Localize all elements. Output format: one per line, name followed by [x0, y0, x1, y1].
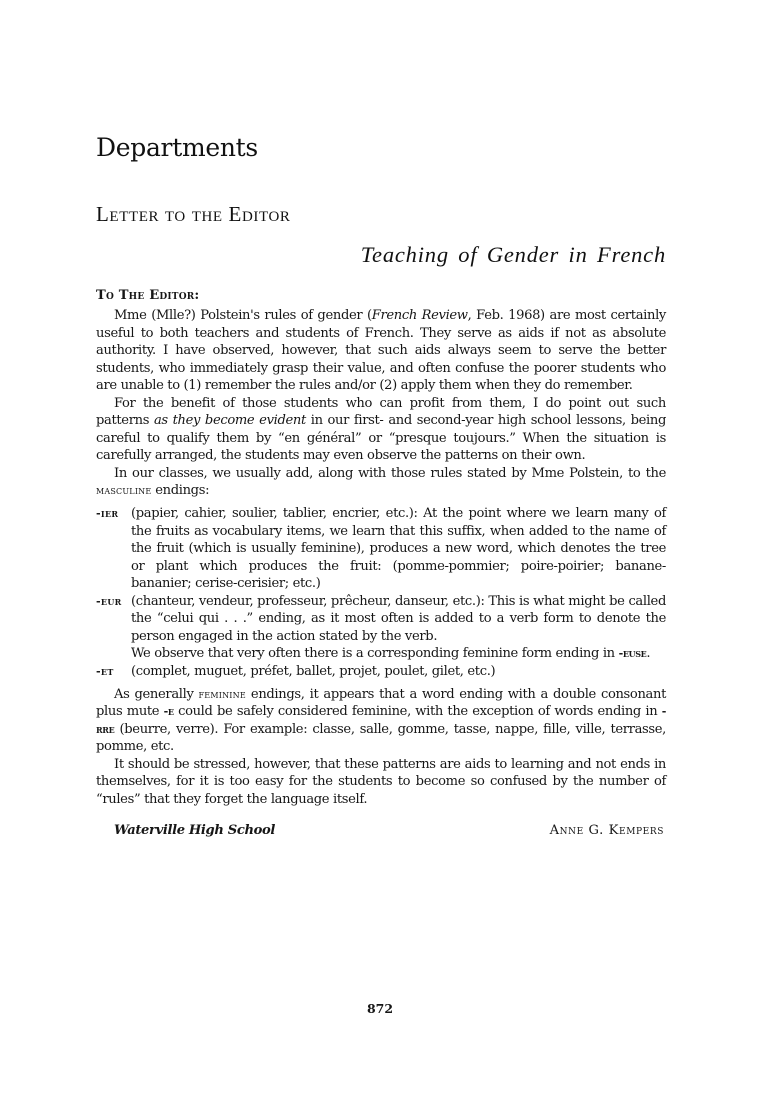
ending-note — [131, 645, 666, 662]
section-heading: Letter to the Editor — [96, 202, 291, 226]
ending-note-end: . — [646, 646, 651, 662]
ending-note-term: -euse — [618, 647, 647, 661]
ending-text: (papier, cahier, soulier, tablier, encrier, etc.): At the point where we learn many of the fruits as vocabulary items, we learn that this suffix, when added to the name of the fruit (which is usually feminine), produces a new word, which denotes the tree or plant which produces the fruit: (pomme-pommier; poire-poirier; banane-bananier; cerise-cerisier; etc.) — [131, 506, 666, 592]
paragraph-1-text-a: Mme (Mlle?) Polstein's rules of gender ( — [114, 308, 372, 324]
paragraph-3-text-a: In our classes, we usually add, along with those rules stated by Mme Polstein, to the — [114, 465, 666, 481]
paragraph-2-text-b: in our first- and second-year high school lessons, being careful to qualify them by “en général” or “presque toujours.” When the situation is carefully arranged, the students may even observe the patterns on their own. — [96, 413, 667, 464]
paragraph-2-emphasis: as they become evident — [153, 413, 306, 429]
article-title: Teaching of Gender in French — [360, 242, 666, 267]
term-feminine: feminine — [198, 686, 246, 701]
paragraph-4-text-c: could be safely considered feminine, with the exception of words ending in — [173, 704, 662, 720]
ending-text: (complet, muguet, préfet, ballet, projet, poulet, gilet, etc.) — [131, 663, 496, 679]
paragraph-5: It should be stressed, however, that these patterns are aids to learning and not ends in themselves, for it is too easy for the students to become so confused by the number of “rules” that they forget the language itself. — [96, 756, 666, 807]
term-masculine: masculine — [96, 482, 152, 497]
paragraph-1 — [96, 307, 666, 394]
ending-note-text: We observe that very often there is a corresponding feminine form ending in — [131, 646, 619, 662]
paragraph-4-text-b: endings, it appears that a word ending with a double consonant plus mute — [96, 686, 666, 720]
term-rre: -rre — [96, 705, 666, 736]
ending-text: (chanteur, vendeur, professeur, prêcheur, danseur, etc.): This is what might be called the “celui qui . . .” ending, as it most often is added to a verb form to denote the person engaged in the action stated by the verb. — [131, 593, 666, 644]
signature-block — [96, 822, 666, 839]
department-heading: Departments — [96, 133, 258, 162]
ending-label: -eur — [96, 594, 122, 608]
paragraph-2-text-a: For the benefit of those students who can profit from them, I do point out such patterns — [96, 395, 666, 429]
ending-label: -et — [96, 664, 114, 678]
term-mute-e: -e — [163, 705, 174, 719]
ending-item — [96, 663, 666, 680]
paragraph-1-text-b: , Feb. 1968) are most certainly useful to both teachers and students of French. They serve as aids if not as absolute authority. I have observed, however, that such aids always seem to serve the better students, who immediately grasp their value, and often confuse the poorer students who are unable to (1) remember the rules and/or (2) apply them when they do remember. — [96, 308, 666, 394]
endings-list — [96, 505, 666, 680]
school-name: Waterville High School — [114, 823, 276, 839]
ending-item — [96, 505, 666, 592]
author-name: Anne G. Kempers — [549, 823, 664, 839]
paragraph-2 — [96, 395, 666, 465]
paragraph-4-text-d: (beurre, verre). For example: classe, salle, gomme, tasse, nappe, fille, ville, terrasse, pomme, etc. — [96, 721, 666, 755]
letter-body — [96, 287, 666, 840]
paragraph-3 — [96, 465, 666, 500]
ending-item — [96, 593, 666, 663]
paragraph-4 — [96, 686, 666, 756]
paragraph-4-text-a: As generally — [114, 686, 199, 702]
paragraph-3-text-b: endings: — [151, 482, 210, 498]
ending-label: -ier — [96, 507, 119, 521]
salutation: To The Editor: — [96, 288, 200, 303]
journal-name: French Review — [371, 308, 468, 324]
page-number: 872 — [366, 1001, 394, 1016]
